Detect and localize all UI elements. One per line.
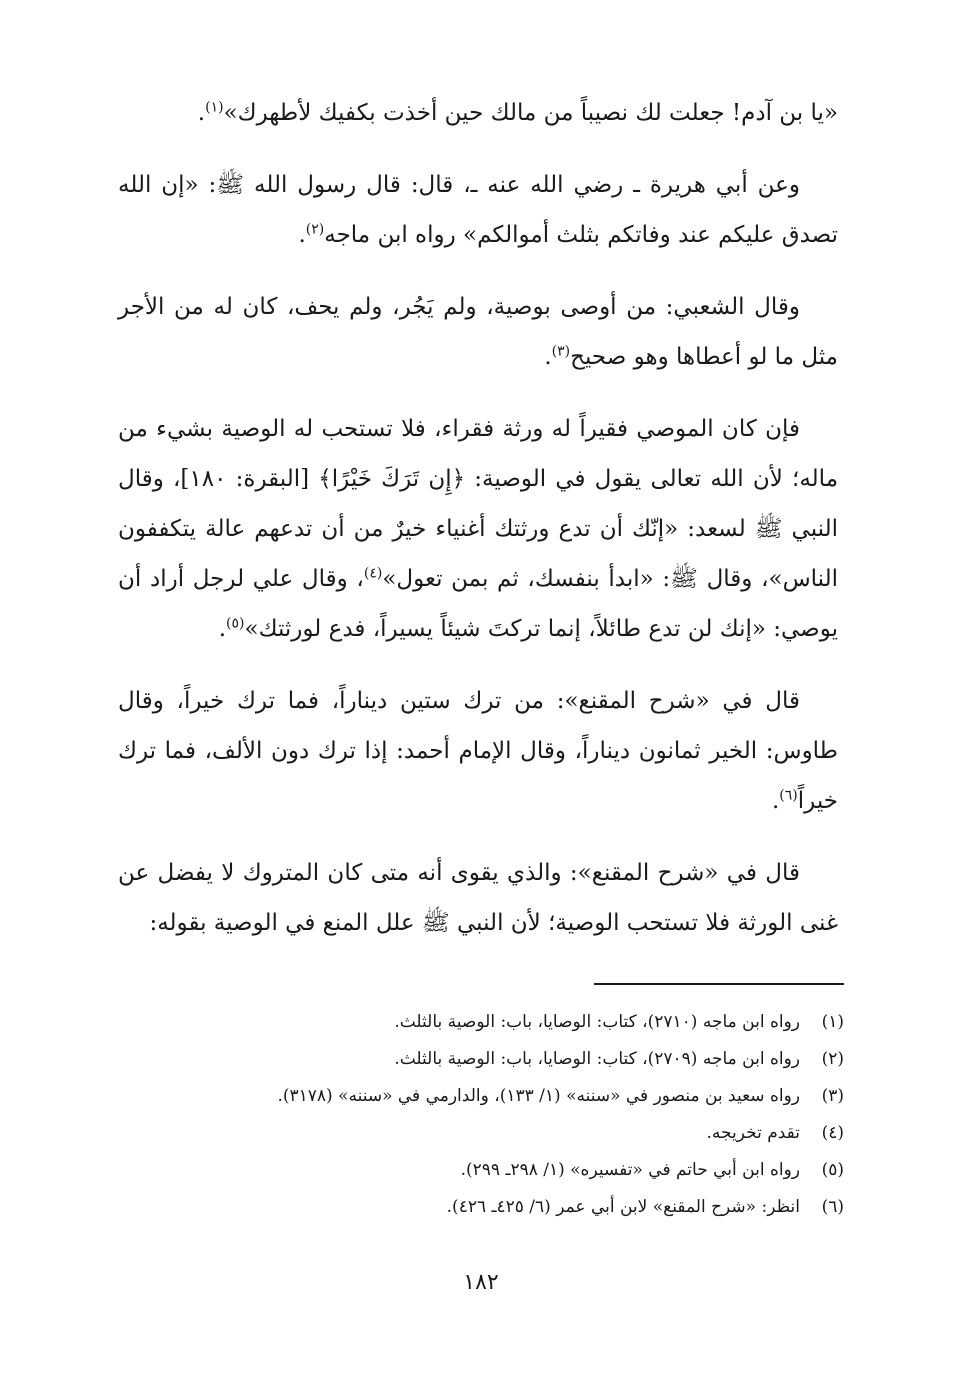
paragraph-2 xyxy=(118,160,838,260)
paragraph-text: وقال الشعبي: من أوصى بوصية، ولم يَجُر، ولم يحف، كان له من الأجر مثل ما لو أعطاها وهو صحيح xyxy=(118,294,838,370)
paragraph-text: وعن أبي هريرة ـ رضي الله عنه ـ، قال: قال رسول الله ﷺ: «إن الله تصدق عليكم عند وفاتكم بثلث أموالكم» رواه ابن ماجه xyxy=(118,172,838,248)
paragraph-tail: . xyxy=(298,222,306,248)
footnote-item xyxy=(124,1004,844,1041)
footnote-ref-3[interactable]: (٣) xyxy=(551,343,571,360)
footnote-number: (٢) xyxy=(821,1049,844,1069)
paragraph-text: قال في «شرح المقنع»: من ترك ستين ديناراً، فما ترك خيراً، وقال طاوس: الخير ثمانون ديناراً، وقال الإمام أحمد: إذا ترك دون الألف، فما ترك خيراً xyxy=(118,688,838,814)
footnote-text: تقدم تخريجه. xyxy=(706,1123,800,1143)
paragraph-4 xyxy=(118,404,838,654)
footnote-item xyxy=(124,1189,844,1226)
footnote-ref-6[interactable]: (٦) xyxy=(779,787,798,804)
footnote-divider xyxy=(594,983,844,985)
paragraph-text: «يا بن آدم! جعلت لك نصيباً من مالك حين أخذت بكفيك لأطهرك» xyxy=(223,100,838,126)
main-text xyxy=(118,88,838,970)
footnote-number: (٤) xyxy=(821,1123,844,1143)
paragraph-5 xyxy=(118,676,838,826)
footnotes-list xyxy=(124,1004,844,1226)
paragraph-text-continued: ، وقال علي لرجل أراد أن يوصي: «إنك لن تدع طائلاً، إنما تركتَ شيئاً يسيراً، فدع لورثتك» xyxy=(118,566,838,642)
footnote-text: رواه ابن ماجه (٢٧٠٩)، كتاب: الوصايا، باب: الوصية بالثلث. xyxy=(394,1049,800,1069)
footnote-text: رواه ابن ماجه (٢٧١٠)، كتاب: الوصايا، باب: الوصية بالثلث. xyxy=(394,1012,800,1032)
footnote-item xyxy=(124,1041,844,1078)
paragraph-tail: . xyxy=(544,344,552,370)
footnote-ref-5[interactable]: (٥) xyxy=(226,615,245,632)
page-number: ١٨٢ xyxy=(463,1270,499,1295)
footnote-text: رواه ابن أبي حاتم في «تفسيره» (١/ ٢٩٨ـ ٢٩٩). xyxy=(460,1160,800,1180)
paragraph-1 xyxy=(118,88,838,138)
footnote-ref-1[interactable]: (١) xyxy=(205,99,224,116)
paragraph-text: قال في «شرح المقنع»: والذي يقوى أنه متى كان المتروك لا يفضل عن غنى الورثة فلا تستحب الوصية؛ لأن النبي ﷺ علل المنع في الوصية بقوله: xyxy=(118,860,838,936)
footnote-number: (٣) xyxy=(821,1086,844,1106)
footnote-number: (٦) xyxy=(821,1197,844,1217)
paragraph-text: فإن كان الموصي فقيراً له ورثة فقراء، فلا تستحب له الوصية بشيء من ماله؛ لأن الله تعالى يقول في الوصية: ﴿إِن تَرَكَ خَيْرًا﴾ [البقرة: ١٨٠]، وقال النبي ﷺ لسعد: «إنّك أن تدع ورثتك أغنياء خيرٌ من أن تدعهم عالة يتكففون الناس»، وقال ﷺ: «ابدأ بنفسك، ثم بمن تعول» xyxy=(118,416,839,592)
footnote-text: رواه سعيد بن منصور في «سننه» (١/ ١٣٣)، والدارمي في «سننه» (٣١٧٨). xyxy=(277,1086,800,1106)
footnote-ref-2[interactable]: (٢) xyxy=(305,221,325,238)
paragraph-tail: . xyxy=(218,616,227,642)
paragraph-tail: . xyxy=(197,100,206,126)
footnote-item xyxy=(124,1115,844,1152)
paragraph-6 xyxy=(118,848,838,948)
footnote-number: (١) xyxy=(821,1012,844,1032)
footnote-number: (٥) xyxy=(821,1160,844,1180)
paragraph-tail: . xyxy=(771,788,780,814)
paragraph-3 xyxy=(118,282,838,382)
footnote-text: انظر: «شرح المقنع» لابن أبي عمر (٦/ ٤٢٥ـ ٤٢٦). xyxy=(446,1197,800,1217)
footnote-ref-4[interactable]: (٤) xyxy=(363,565,383,582)
footnote-item xyxy=(124,1078,844,1115)
footnote-item xyxy=(124,1152,844,1189)
